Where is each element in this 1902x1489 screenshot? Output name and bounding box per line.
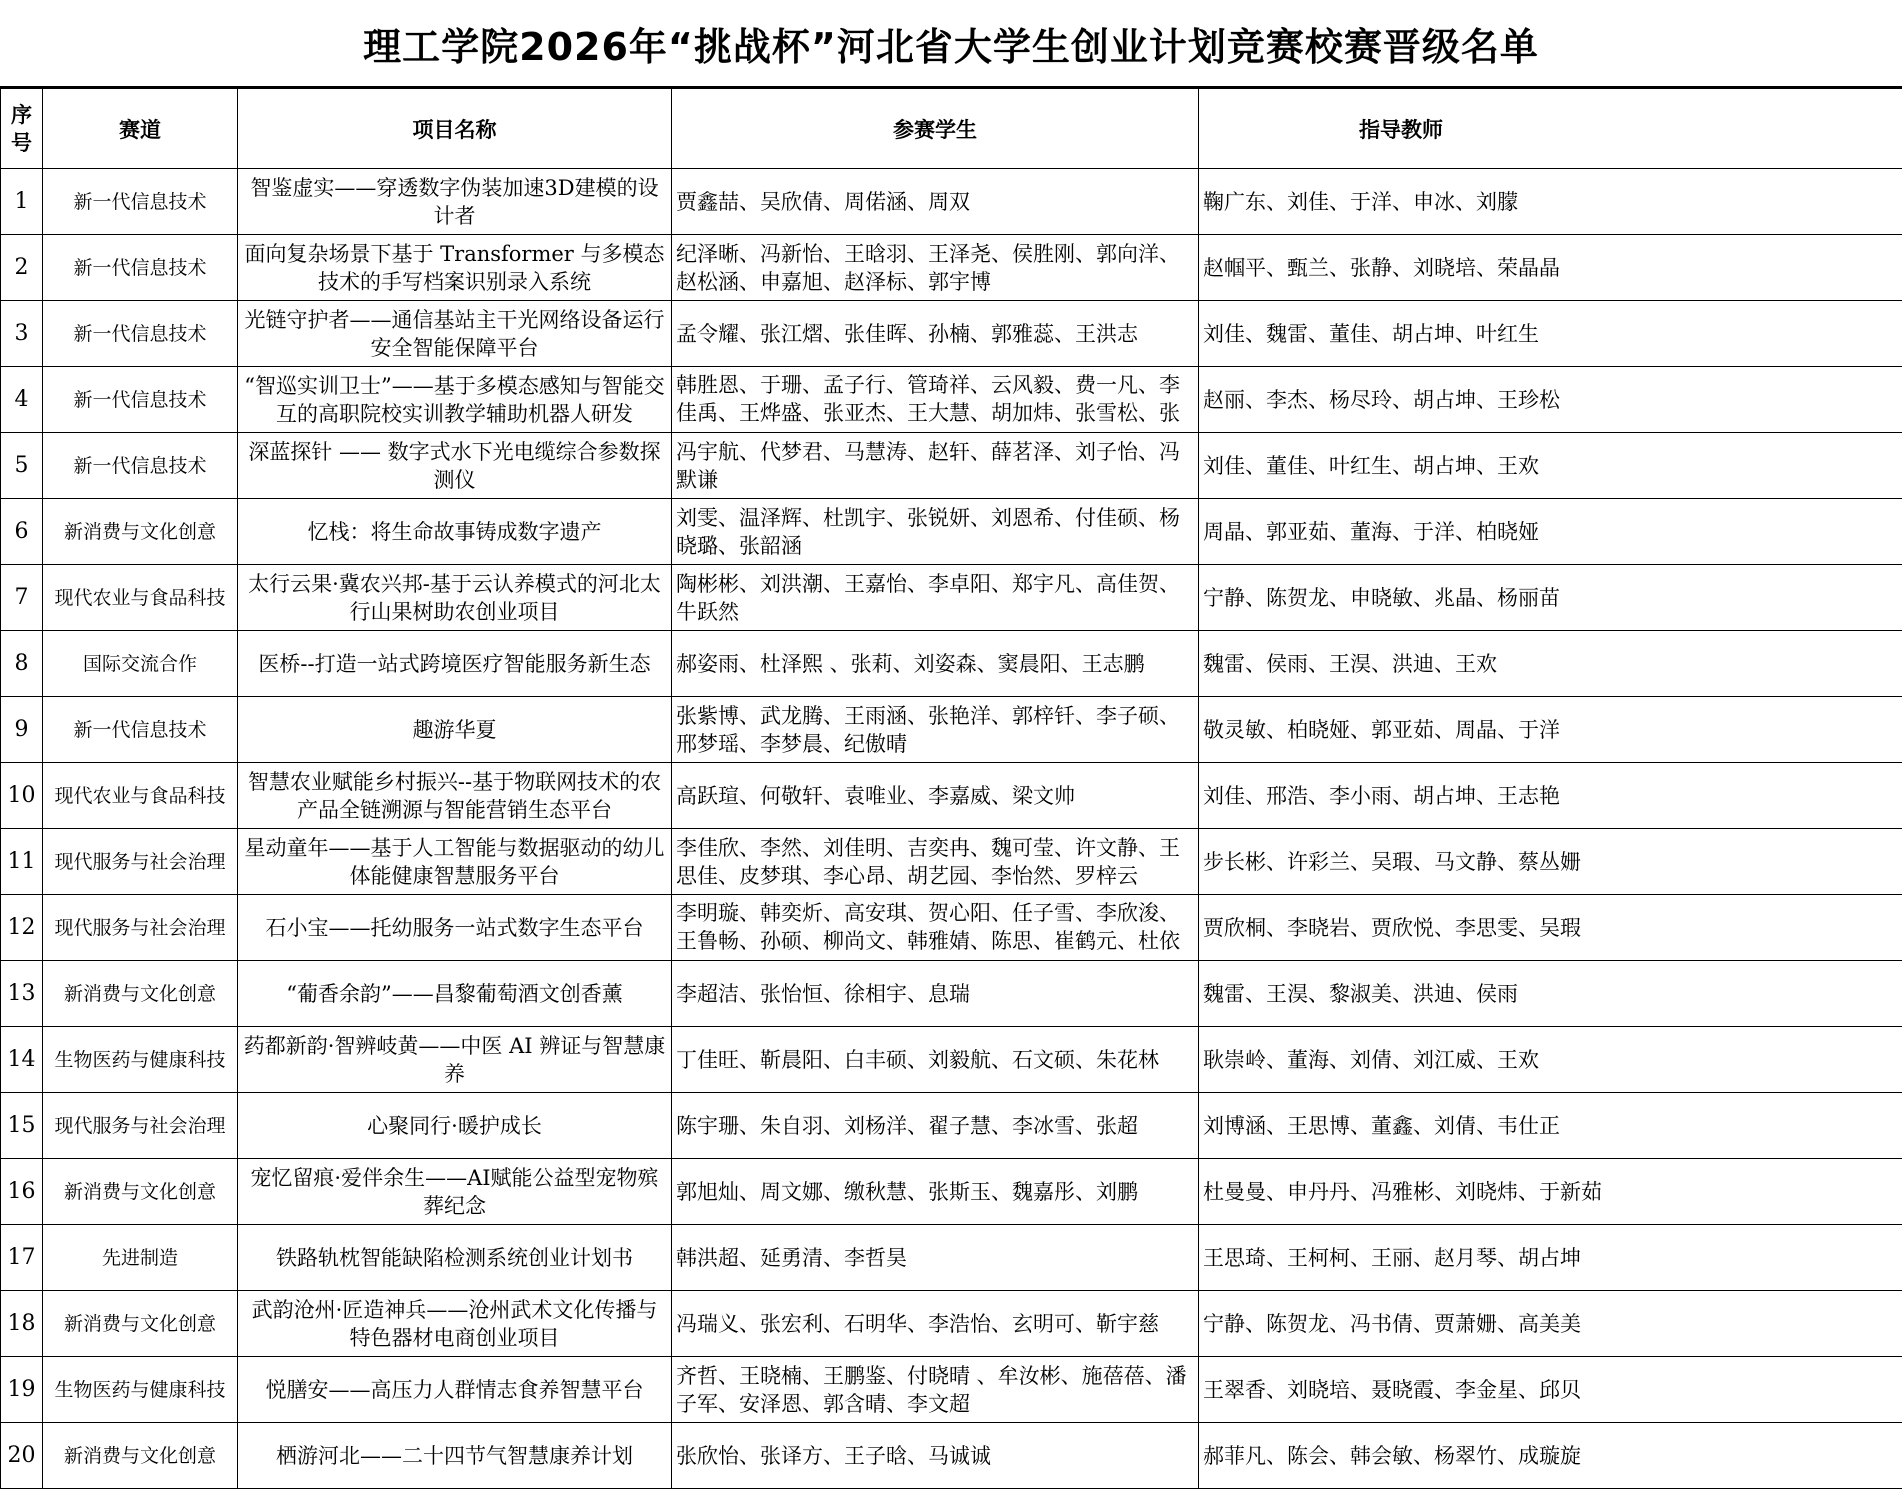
cell-track [43,829,238,895]
table-row [1,1357,1902,1423]
cell-students-text: 陈宇珊、朱自羽、刘杨洋、翟子慧、李冰雪、张超 [676,1113,1138,1138]
cell-project [238,169,672,235]
cell-students [672,1225,1199,1291]
cell-track-text: 新一代信息技术 [73,454,207,477]
cell-students-text: 冯宇航、代梦君、马慧涛、赵轩、薛茗泽、刘子怡、冯默谦 [676,439,1180,492]
cell-students [672,169,1199,235]
cell-students-text: 郭旭灿、周文娜、缴秋慧、张斯玉、魏嘉彤、刘鹏 [676,1179,1138,1204]
cell-teachers-text: 刘佳、魏雷、董佳、胡占坤、叶红生 [1203,321,1539,346]
cell-project [238,1225,672,1291]
table-row [1,895,1902,961]
cell-track-text: 国际交流合作 [82,652,197,675]
cell-project-text: 心聚同行·暖护成长 [367,1113,542,1138]
cell-students [672,235,1199,301]
cell-project-text: “葡香余韵”——昌黎葡萄酒文创香薰 [286,981,623,1006]
cell-project-text: “智巡实训卫士”——基于多模态感知与智能交互的高职院校实训教学辅助机器人研发 [244,373,665,426]
cell-project [238,1423,672,1489]
cell-project [238,763,672,829]
cell-teachers-text: 魏雷、王淏、黎淑美、洪迪、侯雨 [1203,981,1518,1006]
table-row [1,1423,1902,1489]
cell-seq [1,895,43,961]
cell-track-text: 新消费与文化创意 [63,1444,216,1467]
cell-track [43,1357,238,1423]
cell-seq [1,697,43,763]
table-row [1,1291,1902,1357]
cell-teachers [1199,367,1902,433]
cell-track-text: 新消费与文化创意 [63,1180,216,1203]
cell-students-text: 刘雯、温泽辉、杜凯宇、张锐妍、刘恩希、付佳硕、杨晓璐、张韶涵 [676,505,1180,558]
table-row [1,631,1902,697]
cell-seq-text: 7 [14,584,29,610]
cell-teachers-text: 赵丽、李杰、杨尽玲、胡占坤、王珍松 [1203,387,1560,412]
cell-students [672,367,1199,433]
cell-students-text: 韩胜恩、于珊、孟子行、管琦祥、云风毅、费一凡、李佳禹、王烨盛、张亚杰、王大慧、胡加炜、张雪松、张 [676,372,1180,425]
cell-seq [1,631,43,697]
cell-seq-text: 13 [7,980,36,1006]
cell-seq-text: 5 [14,452,29,478]
cell-seq-text: 17 [7,1244,36,1270]
cell-project-text: 光链守护者——通信基站主干光网络设备运行安全智能保障平台 [244,307,665,360]
cell-track [43,1027,238,1093]
table-row [1,1093,1902,1159]
cell-seq-text: 4 [14,386,29,412]
cell-students [672,895,1199,961]
page-title: 理工学院2026年“挑战杯”河北省大学生创业计划竞赛校赛晋级名单 [363,24,1539,69]
cell-students [672,1291,1199,1357]
cell-track [43,1159,238,1225]
cell-track-text: 新消费与文化创意 [63,982,216,1005]
table-row [1,301,1902,367]
cell-seq [1,565,43,631]
cell-teachers-text: 刘佳、董佳、叶红生、胡占坤、王欢 [1203,453,1539,478]
cell-students [672,697,1199,763]
cell-seq [1,829,43,895]
cell-teachers-text: 魏雷、侯雨、王淏、洪迪、王欢 [1203,651,1497,676]
cell-teachers [1199,1225,1902,1291]
cell-project [238,631,672,697]
cell-students-text: 贾鑫喆、吴欣倩、周偌涵、周双 [676,189,970,214]
cell-track [43,895,238,961]
cell-project [238,961,672,1027]
cell-teachers-text: 王翠香、刘晓培、聂晓霞、李金星、邱贝 [1203,1377,1581,1402]
cell-track [43,565,238,631]
cell-track [43,301,238,367]
cell-teachers [1199,961,1902,1027]
cell-teachers [1199,763,1902,829]
table-row [1,961,1902,1027]
title-row [0,0,1902,88]
cell-students [672,499,1199,565]
table-row [1,763,1902,829]
cell-seq-text: 10 [7,782,36,808]
cell-teachers-text: 刘佳、邢浩、李小雨、胡占坤、王志艳 [1203,783,1560,808]
cell-project-text: 趣游华夏 [412,717,497,742]
cell-students-text: 冯瑞义、张宏利、石明华、李浩怡、玄明可、靳宇慈 [676,1311,1159,1336]
cell-teachers [1199,499,1902,565]
cell-seq-text: 19 [7,1376,36,1402]
cell-track-text: 新消费与文化创意 [63,1312,216,1335]
cell-seq [1,1093,43,1159]
cell-teachers [1199,565,1902,631]
cell-teachers-text: 敬灵敏、柏晓娅、郭亚茹、周晶、于洋 [1203,717,1560,742]
cell-teachers [1199,1291,1902,1357]
table-row [1,829,1902,895]
cell-seq-text: 3 [14,320,29,346]
cell-project-text: 忆栈：将生命故事铸成数字遗产 [307,519,602,544]
cell-seq [1,235,43,301]
cell-track-text: 新一代信息技术 [73,718,207,741]
cell-seq-text: 9 [14,716,29,742]
cell-students [672,631,1199,697]
cell-track-text: 现代农业与食品科技 [54,586,226,609]
cell-project [238,367,672,433]
table-body [1,169,1902,1489]
cell-project-text: 石小宝——托幼服务一站式数字生态平台 [265,915,644,940]
table-row [1,1027,1902,1093]
table-row [1,1159,1902,1225]
table-row [1,367,1902,433]
cell-students-text: 张欣怡、张译方、王子晗、马诚诚 [676,1443,991,1468]
cell-project [238,565,672,631]
cell-seq [1,499,43,565]
cell-seq-text: 20 [7,1442,36,1468]
cell-teachers-text: 杜曼曼、申丹丹、冯雅彬、刘晓炜、于新茹 [1203,1179,1602,1204]
cell-students [672,763,1199,829]
cell-track-text: 新一代信息技术 [73,388,207,411]
cell-teachers-text: 周晶、郭亚茹、董海、于洋、柏晓娅 [1203,519,1539,544]
cell-track [43,631,238,697]
cell-seq-text: 18 [7,1310,36,1336]
cell-track-text: 现代服务与社会治理 [54,850,226,873]
cell-project-text: 栖游河北——二十四节气智慧康养计划 [276,1443,633,1468]
cell-teachers-text: 郝菲凡、陈会、韩会敏、杨翠竹、成璇旋 [1203,1443,1581,1468]
cell-students [672,829,1199,895]
table-row [1,697,1902,763]
cell-seq [1,367,43,433]
cell-project [238,1357,672,1423]
cell-track [43,961,238,1027]
cell-project-text: 铁路轨枕智能缺陷检测系统创业计划书 [276,1245,633,1270]
cell-seq-text: 16 [7,1178,36,1204]
cell-seq-text: 15 [7,1112,36,1138]
header-seq: 序号 [1,89,43,169]
cell-seq-text: 2 [14,254,29,280]
cell-track-text: 现代服务与社会治理 [54,1114,226,1137]
cell-students-text: 李明璇、韩奕炘、高安琪、贺心阳、任子雪、李欣浚、王鲁畅、孙硕、柳尚文、韩雅婧、陈思、崔鹤元、杜依 [676,900,1180,953]
table-row [1,499,1902,565]
cell-seq-text: 1 [14,188,29,214]
cell-teachers [1199,697,1902,763]
cell-seq [1,1159,43,1225]
cell-teachers-text: 赵帼平、甄兰、张静、刘晓培、荣晶晶 [1203,255,1560,280]
cell-students [672,1357,1199,1423]
cell-students-text: 丁佳旺、靳晨阳、白丰硕、刘毅航、石文硕、朱花林 [676,1047,1159,1072]
cell-teachers [1199,433,1902,499]
cell-students [672,565,1199,631]
cell-track-text: 生物医药与健康科技 [54,1048,226,1071]
cell-track-text: 先进制造 [101,1246,178,1269]
cell-students-text: 纪泽晰、冯新怡、王晗羽、王泽尧、侯胜刚、郭向洋、赵松涵、申嘉旭、赵泽标、郭宇博 [676,241,1180,294]
header-students: 参赛学生 [672,89,1199,169]
cell-teachers-text: 贾欣桐、李晓岩、贾欣悦、李思雯、吴瑕 [1203,915,1581,940]
cell-project-text: 药都新韵·智辨岐黄——中医 AI 辨证与智慧康养 [243,1033,666,1086]
cell-seq [1,961,43,1027]
cell-track [43,433,238,499]
cell-students-text: 李超洁、张怡恒、徐相宇、息瑞 [676,981,970,1006]
cell-students [672,433,1199,499]
cell-teachers [1199,1423,1902,1489]
cell-teachers-text: 耿崇岭、董海、刘倩、刘江威、王欢 [1203,1047,1539,1072]
table-row [1,565,1902,631]
cell-students-text: 陶彬彬、刘洪潮、王嘉怡、李卓阳、郑宇凡、高佳贺、牛跃然 [676,571,1180,624]
cell-students [672,1027,1199,1093]
cell-students [672,1159,1199,1225]
cell-students [672,301,1199,367]
cell-project [238,499,672,565]
cell-teachers [1199,631,1902,697]
cell-teachers [1199,1159,1902,1225]
cell-students [672,961,1199,1027]
header-row [1,89,1902,169]
header-teachers: 指导教师 [1199,89,1902,169]
cell-seq [1,1291,43,1357]
header-project: 项目名称 [238,89,672,169]
cell-project-text: 智鉴虚实——穿透数字伪装加速3D建模的设计者 [250,175,659,228]
cell-teachers-text: 宁静、陈贺龙、申晓敏、兆晶、杨丽苗 [1203,585,1560,610]
cell-students-text: 齐哲、王晓楠、王鹏鉴、付晓晴 、牟汝彬、施蓓蓓、潘子军、安泽恩、郭含晴、李文超 [676,1363,1187,1416]
cell-seq-text: 12 [7,914,36,940]
cell-track [43,499,238,565]
cell-project-text: 太行云果·冀农兴邦-基于云认养模式的河北太行山果树助农创业项目 [248,571,661,624]
cell-teachers [1199,1027,1902,1093]
cell-seq [1,301,43,367]
cell-track [43,697,238,763]
cell-track [43,1225,238,1291]
table-row [1,235,1902,301]
cell-track-text: 新消费与文化创意 [63,520,216,543]
cell-students-text: 孟令耀、张江熠、张佳晖、孙楠、郭雅蕊、王洪志 [676,321,1138,346]
cell-teachers [1199,1093,1902,1159]
cell-track-text: 现代农业与食品科技 [54,784,226,807]
cell-project-text: 智慧农业赋能乡村振兴--基于物联网技术的农产品全链溯源与智能营销生态平台 [247,769,662,822]
cell-seq-text: 8 [14,650,29,676]
cell-students-text: 李佳欣、李然、刘佳明、吉奕冉、魏可莹、许文静、王思佳、皮梦琪、李心昂、胡艺园、李怡然、罗梓云 [676,835,1180,888]
cell-project [238,1159,672,1225]
cell-teachers [1199,1357,1902,1423]
cell-project-text: 悦膳安——高压力人群情志食养智慧平台 [265,1377,644,1402]
cell-teachers-text: 鞠广东、刘佳、于洋、申冰、刘朦 [1203,189,1518,214]
cell-track-text: 新一代信息技术 [73,322,207,345]
cell-students [672,1423,1199,1489]
cell-teachers-text: 刘博涵、王思博、董鑫、刘倩、韦仕正 [1203,1113,1560,1138]
cell-project [238,301,672,367]
cell-seq [1,169,43,235]
cell-project-text: 医桥--打造一站式跨境医疗智能服务新生态 [258,651,651,676]
cell-track [43,1423,238,1489]
cell-project [238,433,672,499]
roster-table [0,88,1902,1489]
cell-teachers [1199,169,1902,235]
cell-seq [1,1225,43,1291]
cell-seq-text: 14 [7,1046,36,1072]
cell-track [43,367,238,433]
cell-teachers-text: 宁静、陈贺龙、冯书倩、贾萧姗、高美美 [1203,1311,1581,1336]
cell-teachers-text: 王思琦、王柯柯、王丽、赵月琴、胡占坤 [1203,1245,1581,1270]
cell-seq [1,1357,43,1423]
cell-track [43,1093,238,1159]
cell-teachers [1199,829,1902,895]
cell-seq [1,433,43,499]
cell-track [43,235,238,301]
cell-project-text: 宠忆留痕·爱伴余生——AI赋能公益型宠物殡葬纪念 [250,1165,659,1218]
cell-track-text: 现代服务与社会治理 [54,916,226,939]
cell-project [238,1291,672,1357]
cell-project-text: 星动童年——基于人工智能与数据驱动的幼儿体能健康智慧服务平台 [244,835,665,888]
cell-project-text: 面向复杂场景下基于 Transformer 与多模态技术的手写档案识别录入系统 [244,241,665,294]
cell-track-text: 新一代信息技术 [73,190,207,213]
cell-track-text: 新一代信息技术 [73,256,207,279]
cell-project [238,1093,672,1159]
cell-track [43,1291,238,1357]
cell-project-text: 武韵沧州·匠造神兵——沧州武术文化传播与特色器材电商创业项目 [251,1297,658,1350]
cell-teachers [1199,895,1902,961]
cell-track [43,169,238,235]
cell-students-text: 韩洪超、延勇清、李哲昊 [676,1245,907,1270]
cell-teachers [1199,301,1902,367]
cell-seq-text: 11 [7,848,36,874]
table-row [1,1225,1902,1291]
table-row [1,169,1902,235]
cell-seq [1,1027,43,1093]
cell-teachers-text: 步长彬、许彩兰、吴瑕、马文静、蔡丛姗 [1203,849,1581,874]
cell-students [672,1093,1199,1159]
header-track: 赛道 [43,89,238,169]
cell-project [238,895,672,961]
cell-seq [1,1423,43,1489]
cell-teachers [1199,235,1902,301]
cell-project [238,1027,672,1093]
cell-project-text: 深蓝探针 —— 数字式水下光电缆综合参数探测仪 [248,439,661,492]
table-row [1,433,1902,499]
cell-students-text: 张紫博、武龙腾、王雨涵、张艳洋、郭梓钎、李子硕、邢梦瑶、李梦晨、纪傲晴 [676,703,1180,756]
cell-students-text: 郝姿雨、杜泽熙 、张莉、刘姿森、窦晨阳、王志鹏 [676,651,1145,676]
cell-track-text: 生物医药与健康科技 [54,1378,226,1401]
cell-seq-text: 6 [14,518,29,544]
cell-project [238,235,672,301]
cell-project [238,829,672,895]
cell-project [238,697,672,763]
cell-track [43,763,238,829]
cell-seq [1,763,43,829]
cell-students-text: 高跃瑄、何敬轩、袁唯业、李嘉威、梁文帅 [676,783,1075,808]
